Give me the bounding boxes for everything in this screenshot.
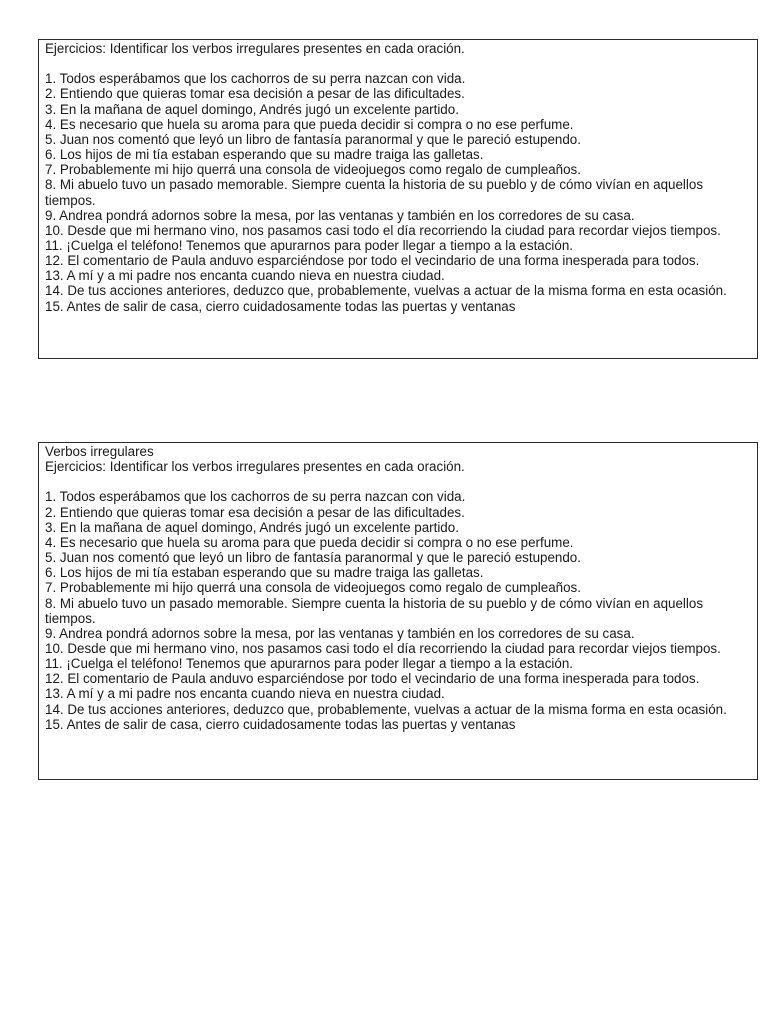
sentence-item-8: 8. Mi abuelo tuvo un pasado memorable. Siempre cuenta la historia de su pueblo y de cómo vivían en aquellos tiempos. bbox=[45, 177, 704, 208]
sentence-item-4: 4. Es necesario que huela su aroma para que pueda decidir si compra o no ese perfume. bbox=[45, 116, 574, 132]
sentence-item-12: 12. El comentario de Paula anduvo esparciéndose por todo el vecindario de una forma inesperada para todos. bbox=[45, 671, 700, 687]
sentence-item-13: 13. A mí y a mi padre nos encanta cuando nieva en nuestra ciudad. bbox=[45, 686, 445, 702]
sentence-item-10: 10. Desde que mi hermano vino, nos pasamos casi todo el día recorriendo la ciudad para recordar viejos tiempos. bbox=[45, 222, 721, 238]
sentence-item-14: 14. De tus acciones anteriores, deduzco que, probablemente, vuelvas a actuar de la misma forma en esta ocasión. bbox=[45, 283, 727, 299]
sentence-item-10: 10. Desde que mi hermano vino, nos pasamos casi todo el día recorriendo la ciudad para recordar viejos tiempos. bbox=[45, 641, 721, 657]
sentence-item-15: 15. Antes de salir de casa, cierro cuidadosamente todas las puertas y ventanas bbox=[45, 298, 516, 314]
sentence-item-3: 3. En la mañana de aquel domingo, Andrés jugó un excelente partido. bbox=[45, 101, 459, 117]
sentence-item-9: 9. Andrea pondrá adornos sobre la mesa, por las ventanas y también en los corredores de su casa. bbox=[45, 207, 635, 223]
sentence-item-2: 2. Entiendo que quieras tomar esa decisión a pesar de las dificultades. bbox=[45, 86, 465, 102]
box-title: Verbos irregulares bbox=[45, 444, 154, 459]
sentence-item-9: 9. Andrea pondrá adornos sobre la mesa, por las ventanas y también en los corredores de su casa. bbox=[45, 625, 635, 641]
sentence-item-12: 12. El comentario de Paula anduvo esparciéndose por todo el vecindario de una forma inesperada para todos. bbox=[45, 253, 700, 269]
spacer bbox=[45, 56, 751, 71]
sentence-item-13: 13. A mí y a mi padre nos encanta cuando nieva en nuestra ciudad. bbox=[45, 268, 445, 284]
exercise-heading: Ejercicios: Identificar los verbos irregulares presentes en cada oración. bbox=[45, 41, 465, 56]
exercise-heading: Ejercicios: Identificar los verbos irregulares presentes en cada oración. bbox=[45, 459, 465, 475]
exercise-box-1 bbox=[38, 39, 758, 359]
sentence-item-8: 8. Mi abuelo tuvo un pasado memorable. Siempre cuenta la historia de su pueblo y de cómo vivían en aquellos tiempos. bbox=[45, 595, 704, 626]
sentence-item-4: 4. Es necesario que huela su aroma para que pueda decidir si compra o no ese perfume. bbox=[45, 534, 574, 550]
sentence-item-15: 15. Antes de salir de casa, cierro cuidadosamente todas las puertas y ventanas bbox=[45, 716, 516, 732]
sentence-item-7: 7. Probablemente mi hijo querrá una consola de videojuegos como regalo de cumpleaños. bbox=[45, 162, 581, 178]
sentence-item-2: 2. Entiendo que quieras tomar esa decisión a pesar de las dificultades. bbox=[45, 504, 465, 520]
sentence-item-5: 5. Juan nos comentó que leyó un libro de fantasía paranormal y que le pareció estupendo. bbox=[45, 550, 581, 566]
exercise-box-2 bbox=[38, 442, 758, 780]
sentence-item-7: 7. Probablemente mi hijo querrá una consola de videojuegos como regalo de cumpleaños. bbox=[45, 580, 581, 596]
sentence-item-1: 1. Todos esperábamos que los cachorros de su perra nazcan con vida. bbox=[45, 489, 466, 505]
spacer bbox=[45, 474, 751, 489]
sentence-item-14: 14. De tus acciones anteriores, deduzco que, probablemente, vuelvas a actuar de la misma forma en esta ocasión. bbox=[45, 701, 727, 717]
sentence-item-11: 11. ¡Cuelga el teléfono! Tenemos que apurarnos para poder llegar a tiempo a la estación. bbox=[45, 656, 574, 672]
sentence-item-11: 11. ¡Cuelga el teléfono! Tenemos que apurarnos para poder llegar a tiempo a la estación. bbox=[45, 238, 574, 254]
sentence-item-1: 1. Todos esperábamos que los cachorros de su perra nazcan con vida. bbox=[45, 71, 466, 87]
sentence-item-3: 3. En la mañana de aquel domingo, Andrés jugó un excelente partido. bbox=[45, 519, 459, 535]
sentence-item-6: 6. Los hijos de mi tía estaban esperando que su madre traiga las galletas. bbox=[45, 147, 484, 163]
sentence-item-6: 6. Los hijos de mi tía estaban esperando que su madre traiga las galletas. bbox=[45, 565, 484, 581]
sentence-list bbox=[45, 489, 751, 732]
sentence-list bbox=[45, 71, 751, 314]
sentence-item-5: 5. Juan nos comentó que leyó un libro de fantasía paranormal y que le pareció estupendo. bbox=[45, 131, 581, 147]
